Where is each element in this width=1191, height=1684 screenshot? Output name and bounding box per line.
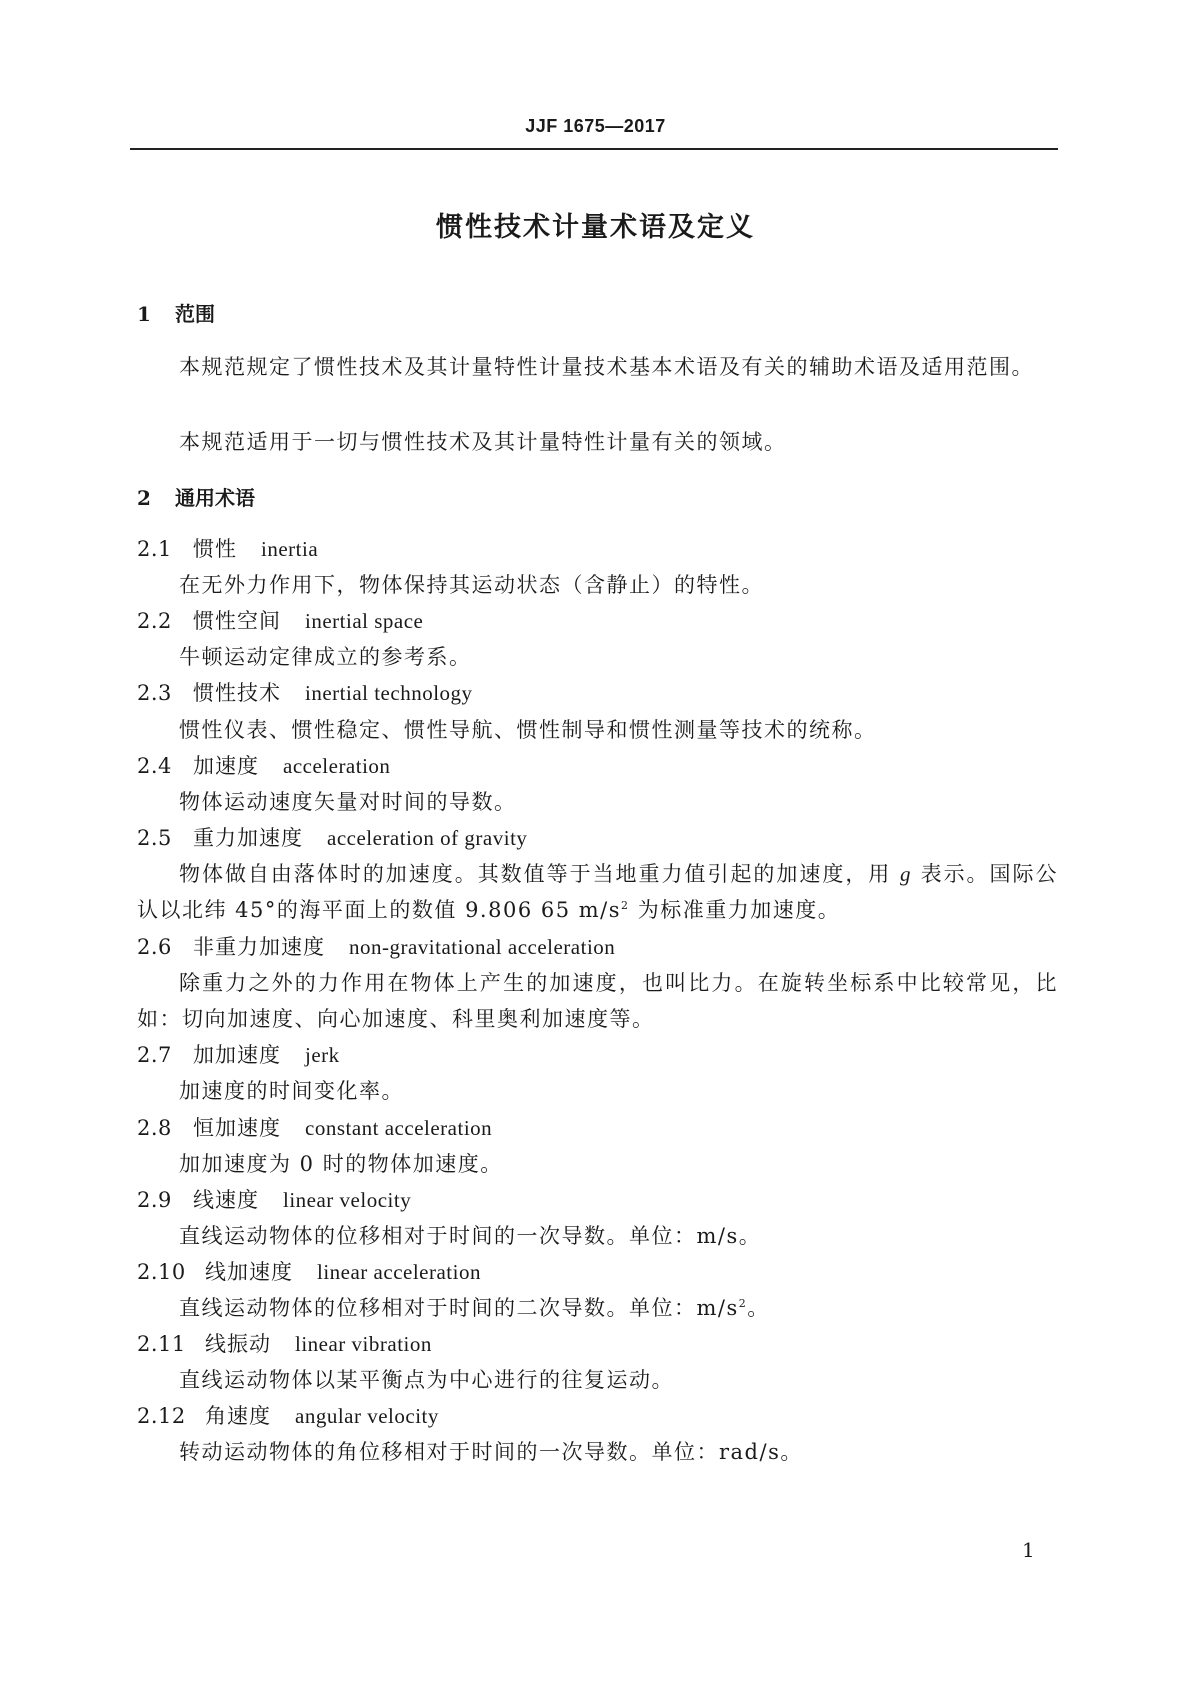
term-2-7 [137,1037,340,1073]
term-english: jerk [305,1043,340,1067]
section-number: 1 [137,302,151,326]
term-english: linear vibration [295,1332,432,1356]
superscript: 2 [621,899,630,913]
term-english: inertial technology [305,681,473,705]
term-english: acceleration of gravity [327,826,528,850]
term-number: 2.1 [137,537,172,561]
term-definition: 加速度的时间变化率。 [179,1079,404,1103]
term-number: 2.12 [137,1404,186,1428]
term-definition [137,856,1058,928]
term-number: 2.7 [137,1043,172,1067]
term-english: constant acceleration [305,1116,493,1140]
term-2-5 [137,820,527,856]
term-2-8 [137,1110,492,1146]
term-number: 2.9 [137,1188,172,1212]
term-number: 2.6 [137,935,172,959]
term-chinese: 重力加速度 [193,826,303,850]
gravity-symbol: g [899,862,912,886]
term-definition: 转动运动物体的角位移相对于时间的一次导数。单位：rad/s。 [179,1440,803,1464]
term-number: 2.5 [137,826,172,850]
term-definition: 加加速度为 0 时的物体加速度。 [179,1152,503,1176]
term-number: 2.4 [137,754,172,778]
term-definition: 惯性仪表、惯性稳定、惯性导航、惯性制导和惯性测量等技术的统称。 [179,718,877,742]
section-title: 通用术语 [175,486,255,510]
term-number: 2.3 [137,681,172,705]
term-definition: 物体运动速度矢量对时间的导数。 [179,790,517,814]
term-number: 2.10 [137,1260,186,1284]
term-2-3 [137,675,473,711]
term-chinese: 惯性空间 [193,609,281,633]
term-chinese: 非重力加速度 [193,935,325,959]
term-english: angular velocity [295,1404,439,1428]
term-chinese: 惯性技术 [193,681,281,705]
term-chinese: 线加速度 [205,1260,293,1284]
term-chinese: 恒加速度 [193,1116,281,1140]
term-definition: 牛顿运动定律成立的参考系。 [179,645,472,669]
term-number: 2.11 [137,1332,186,1356]
term-2-11 [137,1326,432,1362]
term-2-2 [137,603,423,639]
term-definition: 直线运动物体以某平衡点为中心进行的往复运动。 [179,1368,674,1392]
term-english: inertial space [305,609,424,633]
term-english: non-gravitational acceleration [349,935,616,959]
term-english: linear acceleration [317,1260,481,1284]
term-definition: 直线运动物体的位移相对于时间的一次导数。单位：m/s。 [179,1224,762,1248]
term-2-9 [137,1182,411,1218]
definition-text: 为标准重力加速度。 [629,898,841,923]
term-2-6 [137,929,615,965]
term-2-4 [137,748,390,784]
definition-text: 直线运动物体的位移相对于时间的二次导数。单位：m/s [179,1296,739,1320]
document-title: 惯性技术计量术语及定义 [436,212,755,243]
term-chinese: 线振动 [205,1332,271,1356]
term-english: linear velocity [283,1188,412,1212]
term-number: 2.8 [137,1116,172,1140]
term-definition: 在无外力作用下，物体保持其运动状态（含静止）的特性。 [179,573,764,597]
superscript: 2 [738,1297,748,1310]
term-chinese: 线速度 [193,1188,259,1212]
definition-text: 表示。国际公认以北纬 45°的海平面上的数值 9.806 65 m/s [137,862,1058,923]
term-2-1 [137,531,318,567]
term-definition [137,1290,1058,1326]
section-heading-2 [137,480,255,516]
scope-paragraph-1: 本规范规定了惯性技术及其计量特性计量技术基本术语及有关的辅助术语及适用范围。 [179,355,1034,379]
section-title: 范围 [175,302,215,326]
term-number: 2.2 [137,609,172,633]
page-number: 1 [1022,1538,1035,1562]
definition-text: 。 [747,1296,770,1320]
definition-text: 物体做自由落体时的加速度。其数值等于当地重力值引起的加速度，用 [179,862,900,886]
term-2-10 [137,1254,481,1290]
term-2-12 [137,1398,439,1434]
term-chinese: 角速度 [205,1404,271,1428]
term-definition: 除重力之外的力作用在物体上产生的加速度，也叫比力。在旋转坐标系中比较常见，比如：切向加速度、向心加速度、科里奥利加速度等。 [137,971,1058,1032]
section-number: 2 [137,486,151,510]
header-rule [130,148,1058,150]
term-chinese: 加速度 [193,754,259,778]
term-english: acceleration [283,754,391,778]
term-english: inertia [261,537,319,561]
scope-paragraph-2: 本规范适用于一切与惯性技术及其计量特性计量有关的领域。 [179,430,787,454]
section-heading-1 [137,296,215,332]
term-chinese: 惯性 [193,537,237,561]
term-chinese: 加加速度 [193,1043,281,1067]
page-header-standard-code: JJF 1675—2017 [525,116,666,136]
